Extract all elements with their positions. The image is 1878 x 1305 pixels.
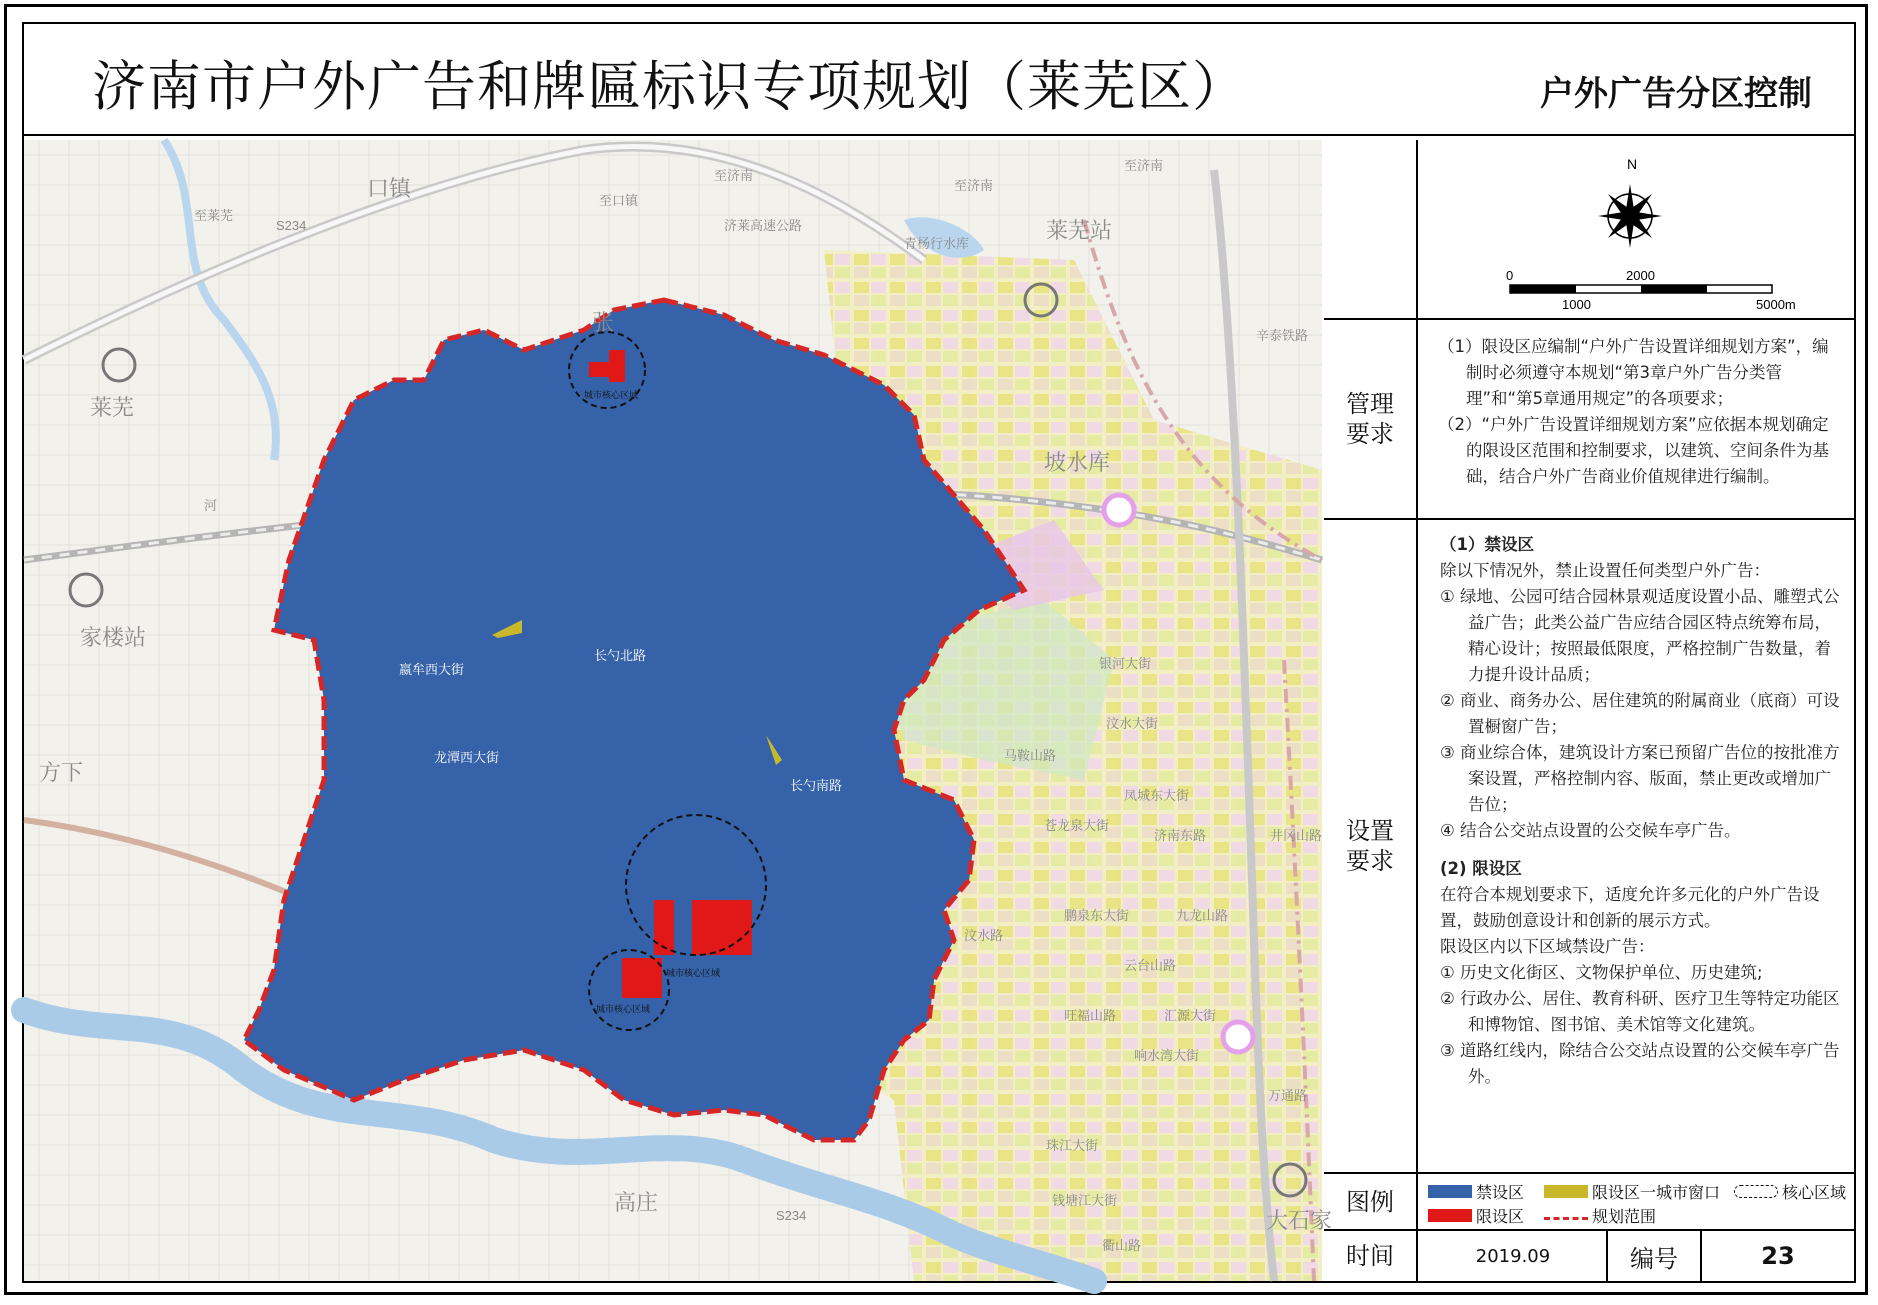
city-window-swatch [1544, 1185, 1588, 1198]
restrict-item: ① 历史文化街区、文物保护单位、历史建筑; [1440, 963, 1763, 982]
core-label: 城市核心区域 [584, 390, 639, 400]
compass-icon [1598, 184, 1662, 248]
scale-tick: 1000 [1562, 297, 1591, 312]
place-label: 莱芜站 [1046, 218, 1113, 243]
management-item: （1）限设区应编制“户外广告设置详细规划方案”，编制时必须遵守本规划“第3章户外广告分类管理”和“第5章通用规定”的各项要求； [1438, 337, 1829, 408]
legend-text: 限设区一城市窗口 [1592, 1183, 1721, 1202]
management-item: （2）“户外广告设置详细规划方案”应依据本规划确定的限设区范围和控制要求，以建筑、空间条件为基础，结合户外广告商业价值规律进行编制。 [1438, 415, 1829, 486]
restrict-item: ③ 道路红线内，除结合公交站点设置的公交候车亭广告外。 [1440, 1041, 1840, 1086]
place-label: 方下 [39, 760, 84, 785]
core-swatch [1734, 1185, 1778, 1198]
place-label: 高庄 [614, 1190, 659, 1215]
road-label: 井冈山路 [1270, 828, 1323, 843]
road-label: 至口镇 [599, 193, 639, 208]
place-label: 口镇 [367, 176, 412, 201]
scale-tick: 0 [1506, 268, 1514, 283]
legend-item-forbidden [1428, 1180, 1524, 1203]
road-label: 汶水大街 [1106, 716, 1159, 731]
legend-text: 禁设区 [1476, 1183, 1525, 1202]
forbid-item: ② 商业、商务办公、居住建筑的附属商业（底商）可设置橱窗广告； [1440, 691, 1840, 736]
page-subtitle: 户外广告分区控制 [1540, 74, 1812, 114]
settings-label: 设置 要求 [1324, 520, 1418, 1172]
road-label: 济莱高速公路 [724, 218, 803, 233]
road-label: 汇源大街 [1164, 1008, 1217, 1023]
legend-item-city-window [1544, 1180, 1720, 1203]
place-label: 坡水库 [1044, 450, 1111, 475]
road-label: S234 [276, 218, 307, 233]
road-label: 万通路 [1268, 1088, 1308, 1103]
road-label: 汶水路 [964, 928, 1004, 943]
legend-text: 核心区域 [1782, 1183, 1847, 1202]
restrict-heading: (2) 限设区 [1440, 859, 1522, 878]
road-label: 龙潭西大街 [434, 750, 500, 765]
restricted-zone[interactable] [622, 958, 662, 998]
road-label: 九龙山路 [1176, 908, 1229, 923]
compass-row [1324, 140, 1854, 320]
place-label: 大石家 [1266, 1208, 1333, 1233]
forbid-intro: 除以下情况外，禁止设置任何类型户外广告： [1440, 561, 1770, 580]
road-label: 至济南 [714, 168, 754, 183]
road-label: 马鞍山路 [1004, 748, 1057, 763]
number-value: 23 [1761, 1242, 1795, 1270]
management-label: 管理 要求 [1324, 320, 1418, 518]
scale-tick: 5000m [1756, 297, 1796, 312]
restrict-item: ② 行政办公、居住、教育科研、医疗卫生等特定功能区和博物馆、图书馆、美术馆等文化建筑。 [1440, 989, 1840, 1034]
road-label: 嬴牟西大街 [399, 662, 465, 677]
road-label: 长勺南路 [790, 778, 843, 793]
legend-item-core [1734, 1180, 1846, 1203]
core-label: 城市核心区域 [666, 968, 721, 978]
scale-bar [1510, 285, 1772, 293]
boundary-swatch [1544, 1217, 1588, 1220]
place-label: 家楼站 [80, 625, 147, 650]
info-panel [1324, 140, 1854, 1281]
road-label: S234 [776, 1208, 807, 1223]
compass-row-label [1324, 140, 1418, 318]
restricted-zone[interactable] [609, 350, 625, 382]
road-label: 凤城东大街 [1124, 788, 1190, 803]
compass-scale-graphic [1420, 140, 1854, 318]
restricted-zone[interactable] [589, 362, 609, 377]
road-label: 云台山路 [1124, 958, 1177, 973]
number-label: 编号 [1608, 1231, 1702, 1281]
forbidden-swatch [1428, 1185, 1472, 1198]
restricted-zone[interactable] [692, 900, 752, 955]
restrict-intro: 在符合本规划要求下，适度允许多元化的户外广告设置，鼓励创意设计和创新的展示方式。 [1440, 885, 1820, 930]
road-label: 苍龙泉大街 [1044, 818, 1110, 833]
road-label: 至济南 [1124, 158, 1164, 173]
place-label: 张 [592, 310, 615, 335]
forbid-heading: （1）禁设区 [1440, 535, 1534, 554]
road-label: 珠江大街 [1046, 1138, 1099, 1153]
footer-row [1324, 1231, 1854, 1281]
legend-text: 规划范围 [1592, 1207, 1657, 1226]
road-label: 银河大街 [1099, 656, 1152, 671]
road-label: 济南东路 [1154, 828, 1207, 843]
planning-map[interactable] [24, 140, 1333, 1281]
north-label: N [1627, 156, 1638, 172]
management-body [1420, 320, 1854, 518]
road-label: 响水湾大街 [1134, 1048, 1200, 1063]
time-value: 2019.09 [1420, 1231, 1608, 1281]
page-title: 济南市户外广告和牌匾标识专项规划（莱芜区） [92, 55, 1247, 118]
legend-row [1324, 1174, 1854, 1231]
road-label: 衢山路 [1102, 1238, 1142, 1253]
time-label: 时间 [1324, 1231, 1418, 1281]
restricted-swatch [1428, 1209, 1472, 1222]
legend-text: 限设区 [1476, 1207, 1525, 1226]
road-label: 长勺北路 [594, 648, 647, 663]
forbid-item: ③ 商业综合体，建筑设计方案已预留广告位的按批准方案设置，严格控制内容、版面，禁止更改或增加广告位； [1440, 743, 1840, 814]
settings-row [1324, 520, 1854, 1174]
road-label: 河 [204, 498, 218, 513]
restrict-intro2: 限设区内以下区域禁设广告： [1440, 937, 1655, 956]
legend-item-restricted [1428, 1204, 1524, 1227]
road-label: 钱塘江大街 [1052, 1193, 1118, 1208]
settings-body [1420, 520, 1854, 1172]
place-label: 莱芜 [90, 395, 135, 420]
management-row [1324, 320, 1854, 520]
map-panel[interactable] [24, 140, 1333, 1281]
legend-item-boundary [1544, 1204, 1656, 1227]
legend-body [1420, 1174, 1854, 1229]
road-label: 辛泰铁路 [1256, 328, 1309, 343]
road-label: 旺福山路 [1064, 1008, 1117, 1023]
forbid-item: ④ 结合公交站点设置的公交候车亭广告。 [1440, 821, 1741, 840]
road-label: 青杨行水库 [904, 236, 970, 251]
header [22, 22, 1856, 136]
scale-tick: 2000 [1626, 268, 1655, 283]
forbid-item: ① 绿地、公园可结合园林景观适度设置小品、雕塑式公益广告；此类公益广告应结合园区特点统筹布局，精心设计；按照最低限度，严格控制广告数量，着力提升设计品质； [1440, 587, 1840, 684]
road-label: 鹏泉东大街 [1064, 908, 1130, 923]
road-label: 至济南 [954, 178, 994, 193]
core-label: 城市核心区域 [596, 1004, 651, 1014]
compass-area [1420, 140, 1854, 318]
legend-label: 图例 [1324, 1174, 1418, 1229]
road-label: 至莱芜 [194, 208, 234, 223]
